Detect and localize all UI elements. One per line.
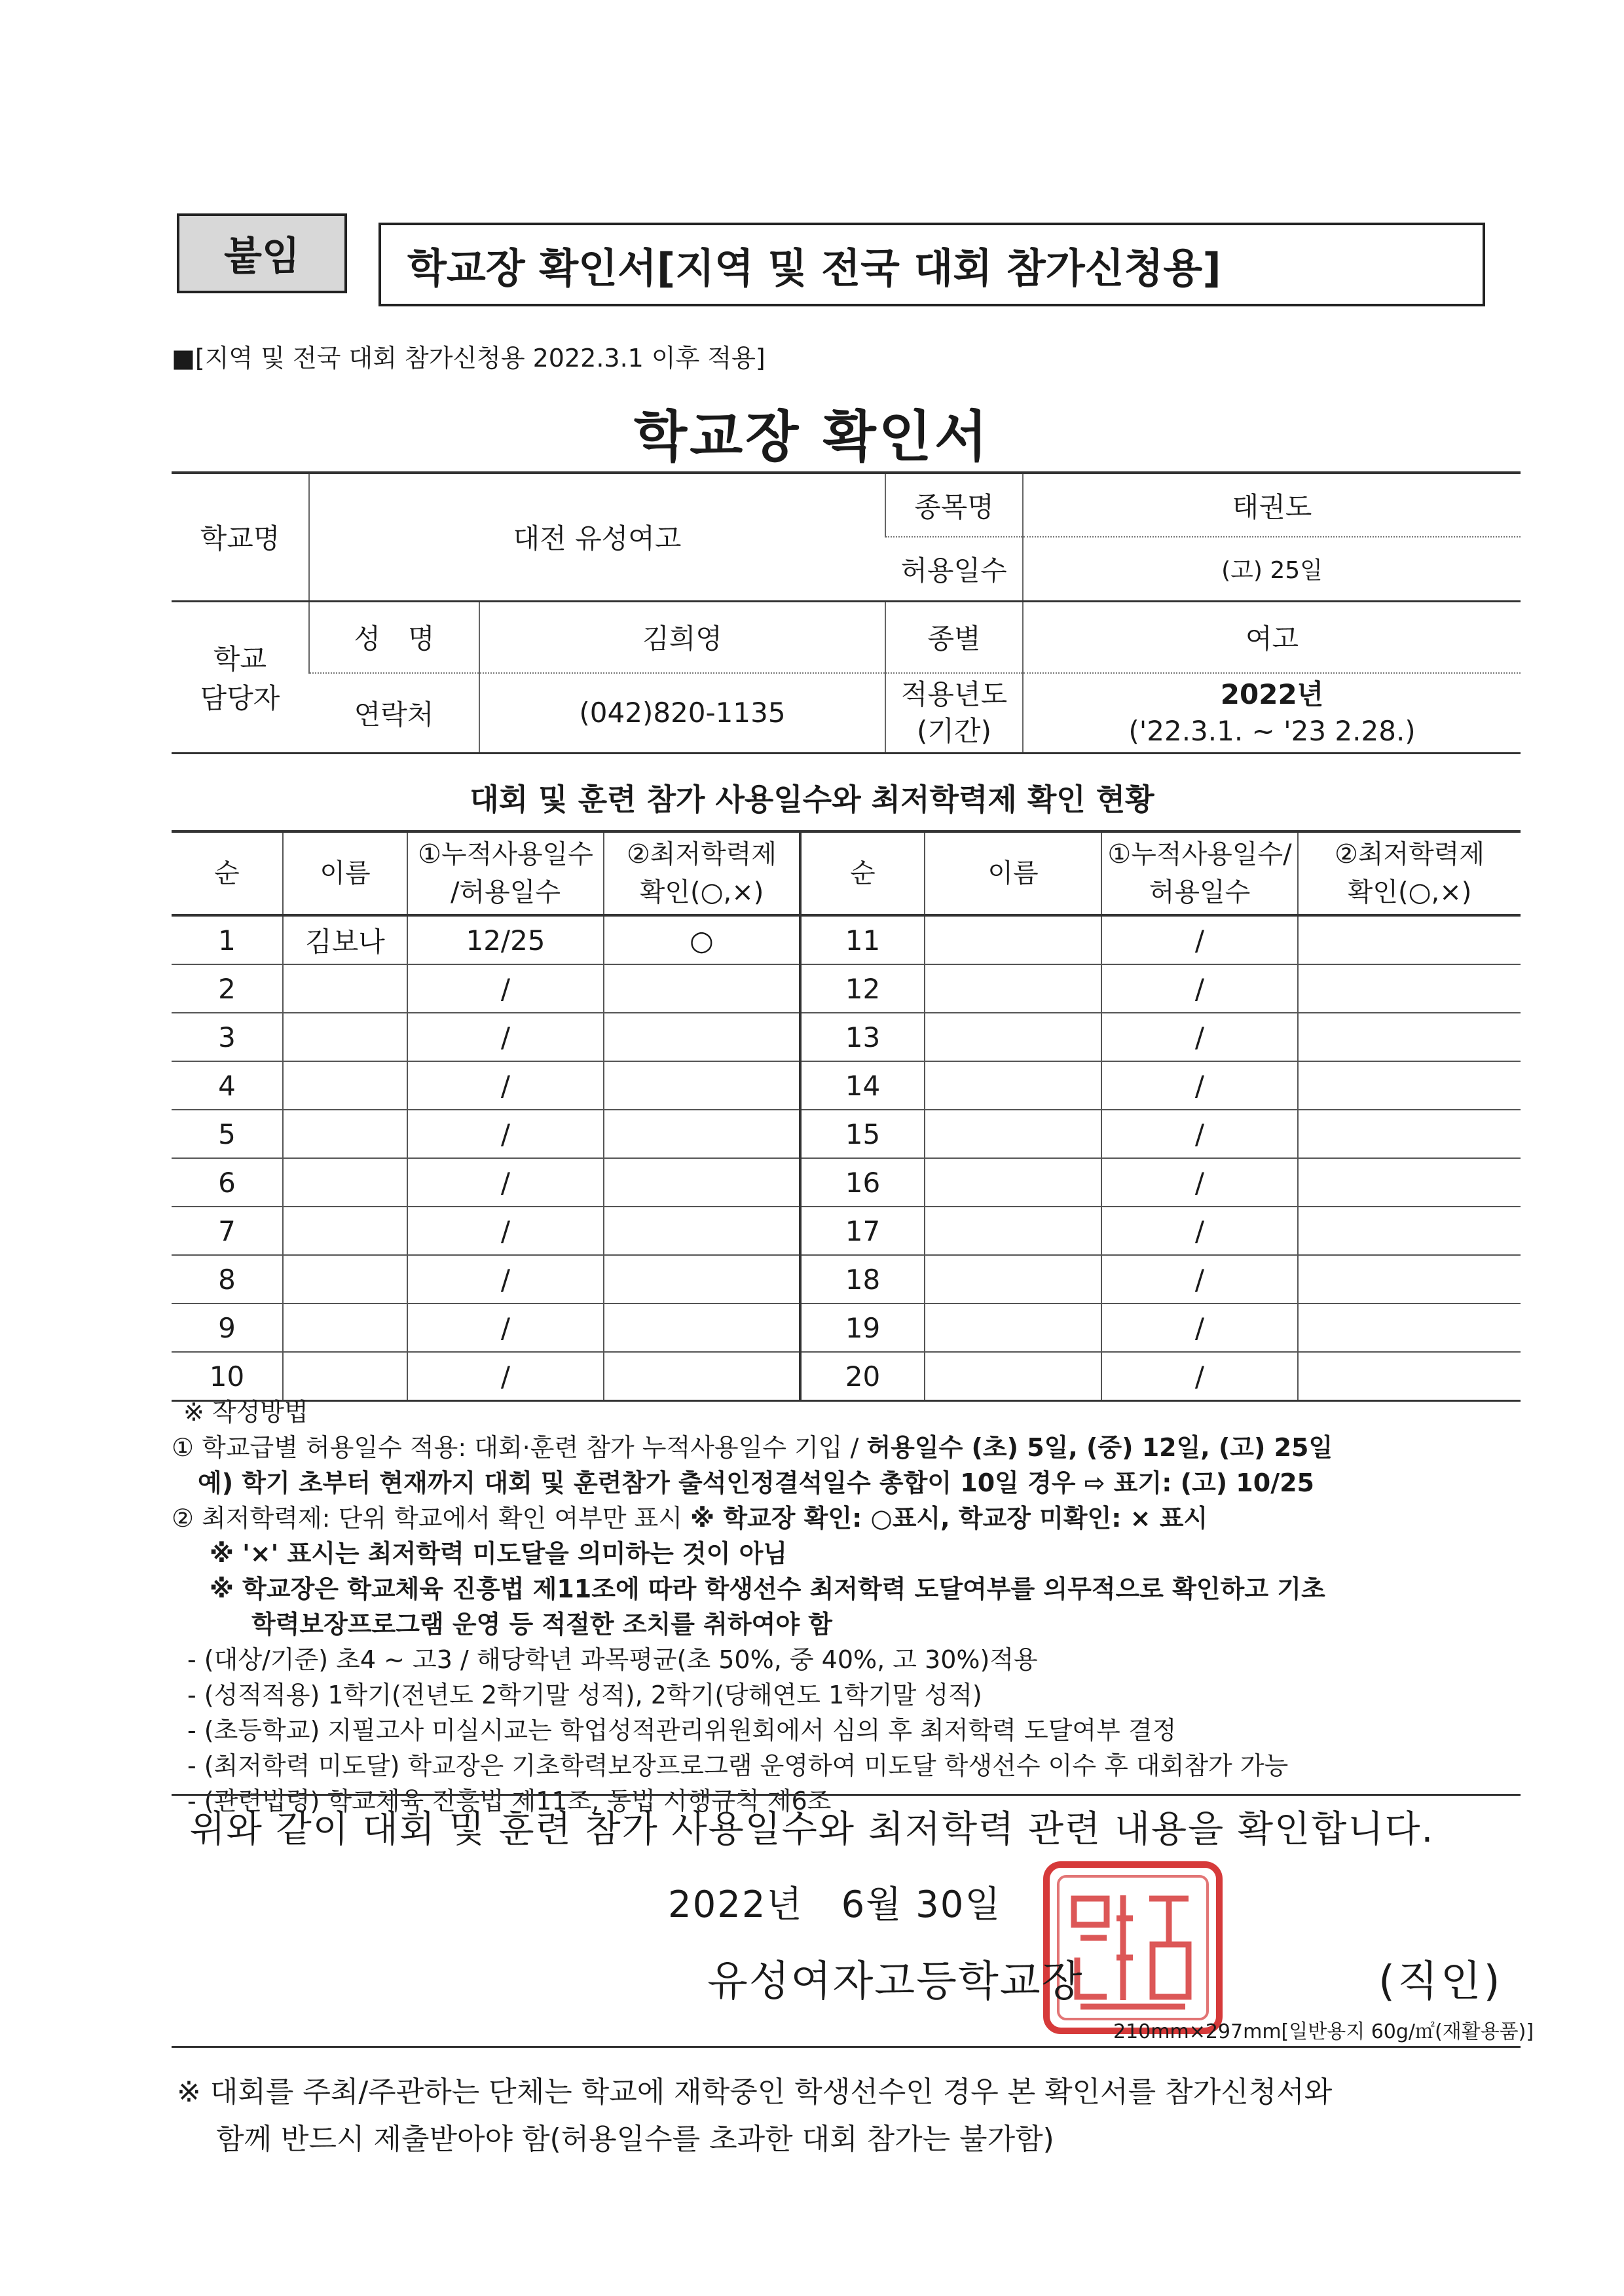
footer-divider [172, 2046, 1521, 2048]
roster-right-check [1298, 1158, 1521, 1207]
note-2b: ※ 학교장 확인: ○표시, 학교장 미확인: × 표시 [690, 1504, 1208, 1533]
note-2 [172, 1501, 1547, 1536]
table-row [172, 964, 1521, 1013]
roster-right-name [925, 1207, 1101, 1255]
event-value: 태권도 [1023, 473, 1521, 537]
header-days-right [1101, 831, 1298, 915]
roster-right-name [925, 1303, 1101, 1352]
roster-left-days: / [407, 1255, 604, 1303]
roster-left-name [283, 1207, 407, 1255]
note-1a: ① 학교급별 허용일수 적용: 대회·훈련 참가 누적사용일수 기입 / [172, 1433, 867, 1462]
roster-table [172, 830, 1521, 1402]
header-days-line2: /허용일수 [450, 877, 561, 907]
roster-left-check [604, 1061, 800, 1110]
roster-right-name [925, 1061, 1101, 1110]
note-1 [172, 1430, 1547, 1465]
roster-left-no: 8 [172, 1255, 283, 1303]
roster-right-days: / [1101, 915, 1298, 964]
document-title-box: 학교장 확인서[지역 및 전국 대회 참가신청용] [378, 223, 1485, 306]
table-row [172, 915, 1521, 964]
roster-left-no: 6 [172, 1158, 283, 1207]
roster-left-no: 7 [172, 1207, 283, 1255]
roster-left-name [283, 1352, 407, 1401]
roster-right-check [1298, 1255, 1521, 1303]
roster-left-check [604, 1255, 800, 1303]
roster-caption: 대회 및 훈련 참가 사용일수와 최저학력제 확인 현황 [470, 782, 1154, 817]
roster-left-check [604, 1158, 800, 1207]
roster-right-check [1298, 1013, 1521, 1061]
roster-left-check [604, 964, 800, 1013]
manager-label [172, 601, 309, 753]
roster-right-check [1298, 915, 1521, 964]
footer-note [177, 2069, 1332, 2163]
table-row [172, 1061, 1521, 1110]
instructions-heading: ※ 작성방법 [183, 1398, 308, 1427]
roster-left-days: / [407, 964, 604, 1013]
roster-left-no: 4 [172, 1061, 283, 1110]
table-row [172, 1303, 1521, 1352]
year-value-period: ('22.3.1. ~ '23 2.28.) [1128, 714, 1416, 747]
roster-right-days: / [1101, 1207, 1298, 1255]
detail-3: - (초등학교) 지필고사 미실시교는 학업성적관리위원회에서 심의 후 최저학력 도달여부 결정 [187, 1716, 1177, 1745]
header-no-right: 순 [800, 831, 925, 915]
roster-left-no: 2 [172, 964, 283, 1013]
roster-right-no: 13 [800, 1013, 925, 1061]
category-label: 종별 [885, 601, 1023, 673]
roster-right-days: / [1101, 1158, 1298, 1207]
roster-right-name [925, 1352, 1101, 1401]
roster-right-name [925, 1013, 1101, 1061]
roster-right-check [1298, 1207, 1521, 1255]
roster-right-days: / [1101, 1110, 1298, 1158]
roster-right-days: / [1101, 1255, 1298, 1303]
roster-left-days: / [407, 1061, 604, 1110]
manager-label-line2: 담당자 [200, 682, 280, 714]
header-check-right-line2: 확인(○,×) [1347, 877, 1472, 907]
roster-right-name [925, 1255, 1101, 1303]
roster-right-name [925, 1158, 1101, 1207]
header-check [604, 831, 800, 915]
paper-spec: 210mm×297mm[일반용지 60g/㎡(재활용품)] [1113, 2020, 1534, 2043]
note-4a: ※ 학교장은 학교체육 진흥법 제11조에 따라 학생선수 최저학력 도달여부를 의무적으로 확인하고 기초 [210, 1575, 1325, 1603]
confirmation-text: 위와 같이 대회 및 훈련 참가 사용일수와 최저학력 관련 내용을 확인합니다. [189, 1808, 1435, 1851]
roster-left-check [604, 1013, 800, 1061]
roster-left-days: / [407, 1013, 604, 1061]
category-value: 여고 [1023, 601, 1521, 673]
table-row [172, 1110, 1521, 1158]
roster-left-check [604, 1303, 800, 1352]
roster-right-check [1298, 1110, 1521, 1158]
roster-left-no: 1 [172, 915, 283, 964]
seal-label: (직인) [1378, 1958, 1503, 2006]
roster-left-name [283, 1110, 407, 1158]
roster-left-days: / [407, 1110, 604, 1158]
roster-right-no: 12 [800, 964, 925, 1013]
roster-right-no: 19 [800, 1303, 925, 1352]
note-1b: 허용일수 (초) 5일, (중) 12일, (고) 25일 [866, 1433, 1333, 1462]
header-days-right-line2: 허용일수 [1149, 877, 1251, 907]
school-value: 대전 유성여고 [309, 473, 885, 601]
principal-title: 유성여자고등학교장 [707, 1958, 1084, 2006]
header-check-line2: 확인(○,×) [639, 877, 764, 907]
year-label-line2: (기간) [917, 714, 991, 747]
header-days-line1: ①누적사용일수 [418, 839, 593, 869]
table-row [172, 1013, 1521, 1061]
note-2a: ② 최저학력제: 단위 학교에서 확인 여부만 표시 [172, 1504, 691, 1533]
detail-2: - (성적적용) 1학기(전년도 2학기말 성적), 2학기(당해연도 1학기말 성적) [187, 1681, 982, 1709]
footer-line2: 함께 반드시 제출받아야 함(허용일수를 초과한 대회 참가는 불가함) [216, 2123, 1054, 2156]
contact-value: (042)820-1135 [479, 673, 885, 753]
applicability-note: ■[지역 및 전국 대회 참가신청용 2022.3.1 이후 적용] [172, 344, 766, 373]
year-value [1023, 673, 1521, 753]
roster-left-no: 10 [172, 1352, 283, 1401]
event-label: 종목명 [885, 473, 1023, 537]
name-label: 성 명 [309, 601, 479, 673]
year-value-year: 2022년 [1220, 678, 1324, 710]
header-name: 이름 [283, 831, 407, 915]
note-3: ※ '×' 표시는 최저학력 미도달을 의미하는 것이 아님 [210, 1539, 788, 1568]
roster-right-check [1298, 1061, 1521, 1110]
roster-left-no: 3 [172, 1013, 283, 1061]
header-days [407, 831, 604, 915]
header-name-right: 이름 [925, 831, 1101, 915]
roster-left-check [604, 1352, 800, 1401]
roster-right-days: / [1101, 1303, 1298, 1352]
roster-left-name [283, 1061, 407, 1110]
roster-left-no: 9 [172, 1303, 283, 1352]
header-days-right-line1: ①누적사용일수/ [1107, 839, 1292, 869]
roster-left-name [283, 1158, 407, 1207]
footer-line1: ※ 대회를 주최/주관하는 단체는 학교에 재학중인 학생선수인 경우 본 확인서를 참가신청서와 [177, 2075, 1333, 2109]
roster-right-days: / [1101, 1352, 1298, 1401]
manager-label-line1: 학교 [213, 643, 267, 675]
roster-left-days: 12/25 [407, 915, 604, 964]
allowed-days-value: (고) 25일 [1023, 537, 1521, 601]
roster-right-no: 14 [800, 1061, 925, 1110]
roster-right-days: / [1101, 1013, 1298, 1061]
header-check-right [1298, 831, 1521, 915]
roster-right-check [1298, 964, 1521, 1013]
page-title: 학교장 확인서 [633, 405, 991, 469]
table-row [172, 1158, 1521, 1207]
roster-left-name [283, 964, 407, 1013]
instructions [172, 1394, 1547, 1819]
header-no: 순 [172, 831, 283, 915]
roster-right-name [925, 1110, 1101, 1158]
roster-right-no: 20 [800, 1352, 925, 1401]
notes-divider [172, 1794, 1521, 1796]
table-row [172, 1255, 1521, 1303]
roster-left-name [283, 1303, 407, 1352]
header-check-line1: ②최저학력제 [626, 839, 777, 869]
year-label-line1: 적용년도 [900, 678, 1008, 710]
roster-right-no: 18 [800, 1255, 925, 1303]
roster-right-check [1298, 1303, 1521, 1352]
roster-left-days: / [407, 1303, 604, 1352]
roster-left-check [604, 1110, 800, 1158]
year-label [885, 673, 1023, 753]
roster-left-name [283, 1255, 407, 1303]
detail-5: - (관련법령) 학교체육 진흥법 제11조, 동법 시행규칙 제6조 [187, 1787, 832, 1815]
roster-right-days: / [1101, 964, 1298, 1013]
detail-1: - (대상/기준) 초4 ~ 고3 / 해당학년 과목평균(초 50%, 중 40%, 고 30%)적용 [187, 1645, 1038, 1674]
roster-right-no: 16 [800, 1158, 925, 1207]
roster-right-name [925, 964, 1101, 1013]
issue-date: 2022년 6월 30일 [668, 1884, 1002, 1926]
header-check-right-line1: ②최저학력제 [1334, 839, 1485, 869]
table-row [172, 1207, 1521, 1255]
note-4b: 학력보장프로그램 운영 등 적절한 조치를 취하여야 함 [251, 1610, 832, 1639]
roster-right-no: 17 [800, 1207, 925, 1255]
roster-left-days: / [407, 1352, 604, 1401]
table-row [172, 1352, 1521, 1401]
roster-left-check [604, 1207, 800, 1255]
school-label: 학교명 [172, 473, 309, 601]
contact-label: 연락처 [309, 673, 479, 753]
roster-left-days: / [407, 1158, 604, 1207]
roster-left-name: 김보나 [283, 915, 407, 964]
name-value: 김희영 [479, 601, 885, 673]
roster-left-days: / [407, 1207, 604, 1255]
note-1-example: 예) 학기 초부터 현재까지 대회 및 훈련참가 출석인정결석일수 총합이 10일 경우 ⇨ 표기: (고) 10/25 [198, 1468, 1314, 1497]
roster-right-no: 15 [800, 1110, 925, 1158]
allowed-days-label: 허용일수 [885, 537, 1023, 601]
roster-right-no: 11 [800, 915, 925, 964]
roster-right-days: / [1101, 1061, 1298, 1110]
roster-left-check: ○ [604, 915, 800, 964]
roster-right-name [925, 915, 1101, 964]
info-table [172, 471, 1521, 754]
roster-left-no: 5 [172, 1110, 283, 1158]
roster-left-name [283, 1013, 407, 1061]
detail-4: - (최저학력 미도달) 학교장은 기초학력보장프로그램 운영하여 미도달 학생선수 이수 후 대회참가 가능 [187, 1751, 1289, 1780]
roster-right-check [1298, 1352, 1521, 1401]
attachment-tag: 붙임 [177, 213, 347, 293]
